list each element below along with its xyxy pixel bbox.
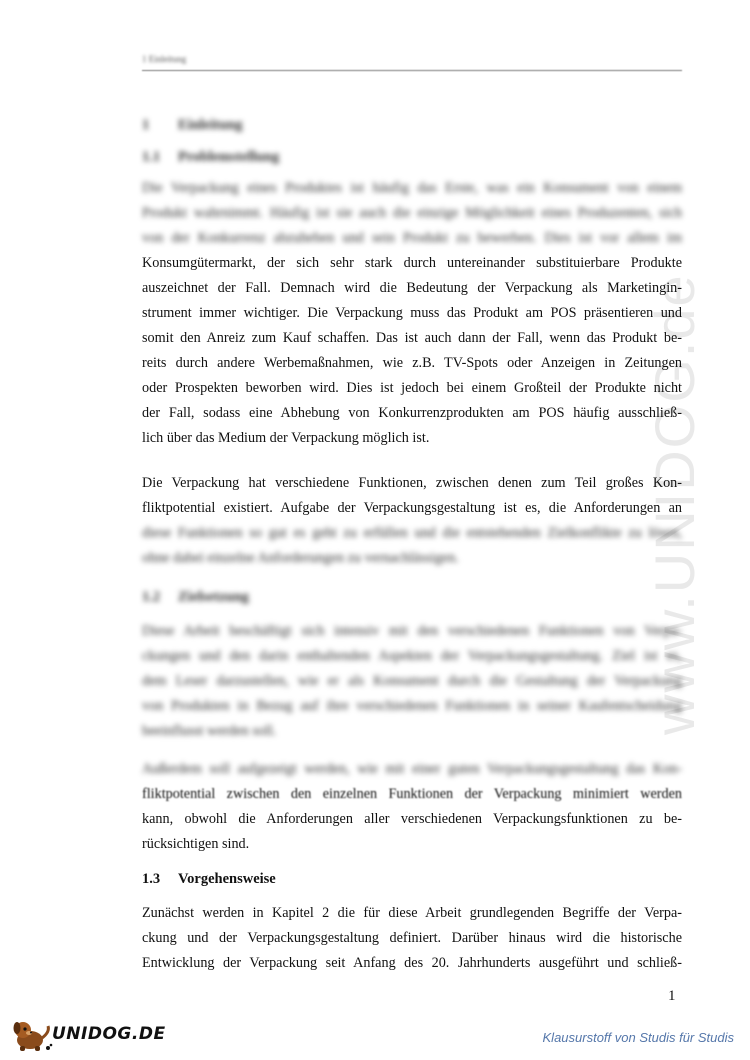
text-line: oder Prospekten beworben wird. Dies ist jedoch bei einem Großteil der Produkte nicht <box>142 380 682 396</box>
text-line: dem Leser darzustellen, wie er als Konsument durch die Gestaltung der Verpackung <box>142 673 682 689</box>
text-line: Produkt wahrnimmt. Häufig ist sie auch die einzige Möglichkeit eines Produzenten, sich <box>142 205 682 221</box>
text-line: Die Verpackung hat verschiedene Funktionen, zwischen denen zum Teil großes Kon- <box>142 475 682 491</box>
text-line: der Fall, sodass eine Abhebung von Konkurrenzprodukten am POS häufig ausschließ- <box>142 405 682 421</box>
section-title: Problemstellung <box>178 149 280 165</box>
text-line: kann, obwohl die Anforderungen aller verschiedenen Verpackungsfunktionen zu be- <box>142 811 682 827</box>
header-rule <box>142 70 682 71</box>
text-line: strument immer wichtiger. Die Verpackung muss das Produkt am POS präsentieren und <box>142 305 682 321</box>
text-line: reits durch andere Werbemaßnahmen, wie z.B. TV-Spots oder Anzeigen in Zeitungen <box>142 355 682 371</box>
paragraph-conflict <box>142 757 682 857</box>
text-line: rücksichtigen sind. <box>142 836 250 852</box>
footer-slogan: Klausurstoff von Studis für Studis <box>542 1030 734 1045</box>
section-title: Zielsetzung <box>178 589 249 605</box>
text-line: lich über das Medium der Verpackung möglich ist. <box>142 430 430 446</box>
paragraph-problem-statement <box>142 176 682 451</box>
paragraph-functions <box>142 471 682 571</box>
text-line: von Produkten in Bezug auf ihre verschiedenen Funktionen in seiner Kaufentscheidung <box>142 698 682 714</box>
text-line: von der Konkurrenz abzuheben und sein Produkt zu bewerben. Dies ist vor allem im <box>142 230 682 246</box>
text-line: ckung und der Verpackungsgestaltung definiert. Darüber hinaus wird die historische <box>142 930 682 946</box>
dog-icon <box>10 1018 54 1052</box>
text-line: beeinflusst werden soll. <box>142 723 277 739</box>
chapter-heading <box>142 117 242 134</box>
text-line: Zunächst werden in Kapitel 2 die für diese Arbeit grundlegenden Begriffe der Verpa- <box>142 905 682 921</box>
text-line: diese Funktionen so gut es geht zu erfüllen und die entstehenden Zielkonflikte zu lösen, <box>142 525 682 541</box>
section-heading-1-3 <box>142 871 276 888</box>
text-line: Die Verpackung eines Produktes ist häufig das Erste, was ein Konsument von einem <box>142 180 682 196</box>
text-line: somit den Anreiz zum Kauf schaffen. Das ist auch dann der Fall, wenn das Produkt be- <box>142 330 682 346</box>
paragraph-objectives <box>142 619 682 744</box>
text-line: Konsumgütermarkt, der sich sehr stark durch untereinander substituierbare Produkte <box>142 255 682 271</box>
text-line: Außerdem soll aufgezeigt werden, wie mit einer guten Verpackungsgestaltung das Kon- <box>142 761 682 777</box>
text-line: ckungen und den darin enthaltenden Aspekten der Verpackungsgestaltung. Ziel ist es, <box>142 648 682 664</box>
text-line: Diese Arbeit beschäftigt sich intensiv mit den verschiedenen Funktionen von Verpa- <box>142 623 682 639</box>
text-line: fliktpotential zwischen den einzelnen Funktionen der Verpackung minimiert werden <box>142 786 682 802</box>
watermark: www.UNIDOG.de <box>643 273 706 735</box>
text-line: Entwicklung der Verpackung seit Anfang des 20. Jahrhunderts ausgeführt und schließ- <box>142 955 682 971</box>
section-number: 1.3 <box>142 871 161 887</box>
paragraph-approach <box>142 901 682 976</box>
text-line: ohne dabei einzelne Anforderungen zu vernachlässigen. <box>142 550 459 566</box>
unidog-logo <box>10 1018 166 1052</box>
section-heading-1-2 <box>142 589 249 606</box>
section-heading-1-1 <box>142 149 279 166</box>
running-header: 1 Einleitung <box>142 54 187 64</box>
text-line: fliktpotential existiert. Aufgabe der Verpackungsgestaltung ist es, die Anforderungen an <box>142 500 682 516</box>
section-title: Vorgehensweise <box>178 871 276 887</box>
logo-text: UNIDOG.DE <box>52 1024 166 1044</box>
section-number: 1.2 <box>142 589 161 605</box>
section-number: 1.1 <box>142 149 161 165</box>
page-number: 1 <box>668 988 676 1004</box>
chapter-title: Einleitung <box>178 117 243 133</box>
chapter-number: 1 <box>142 117 150 133</box>
text-line: auszeichnet der Fall. Demnach wird die Bedeutung der Verpackung als Marketingin- <box>142 280 682 296</box>
